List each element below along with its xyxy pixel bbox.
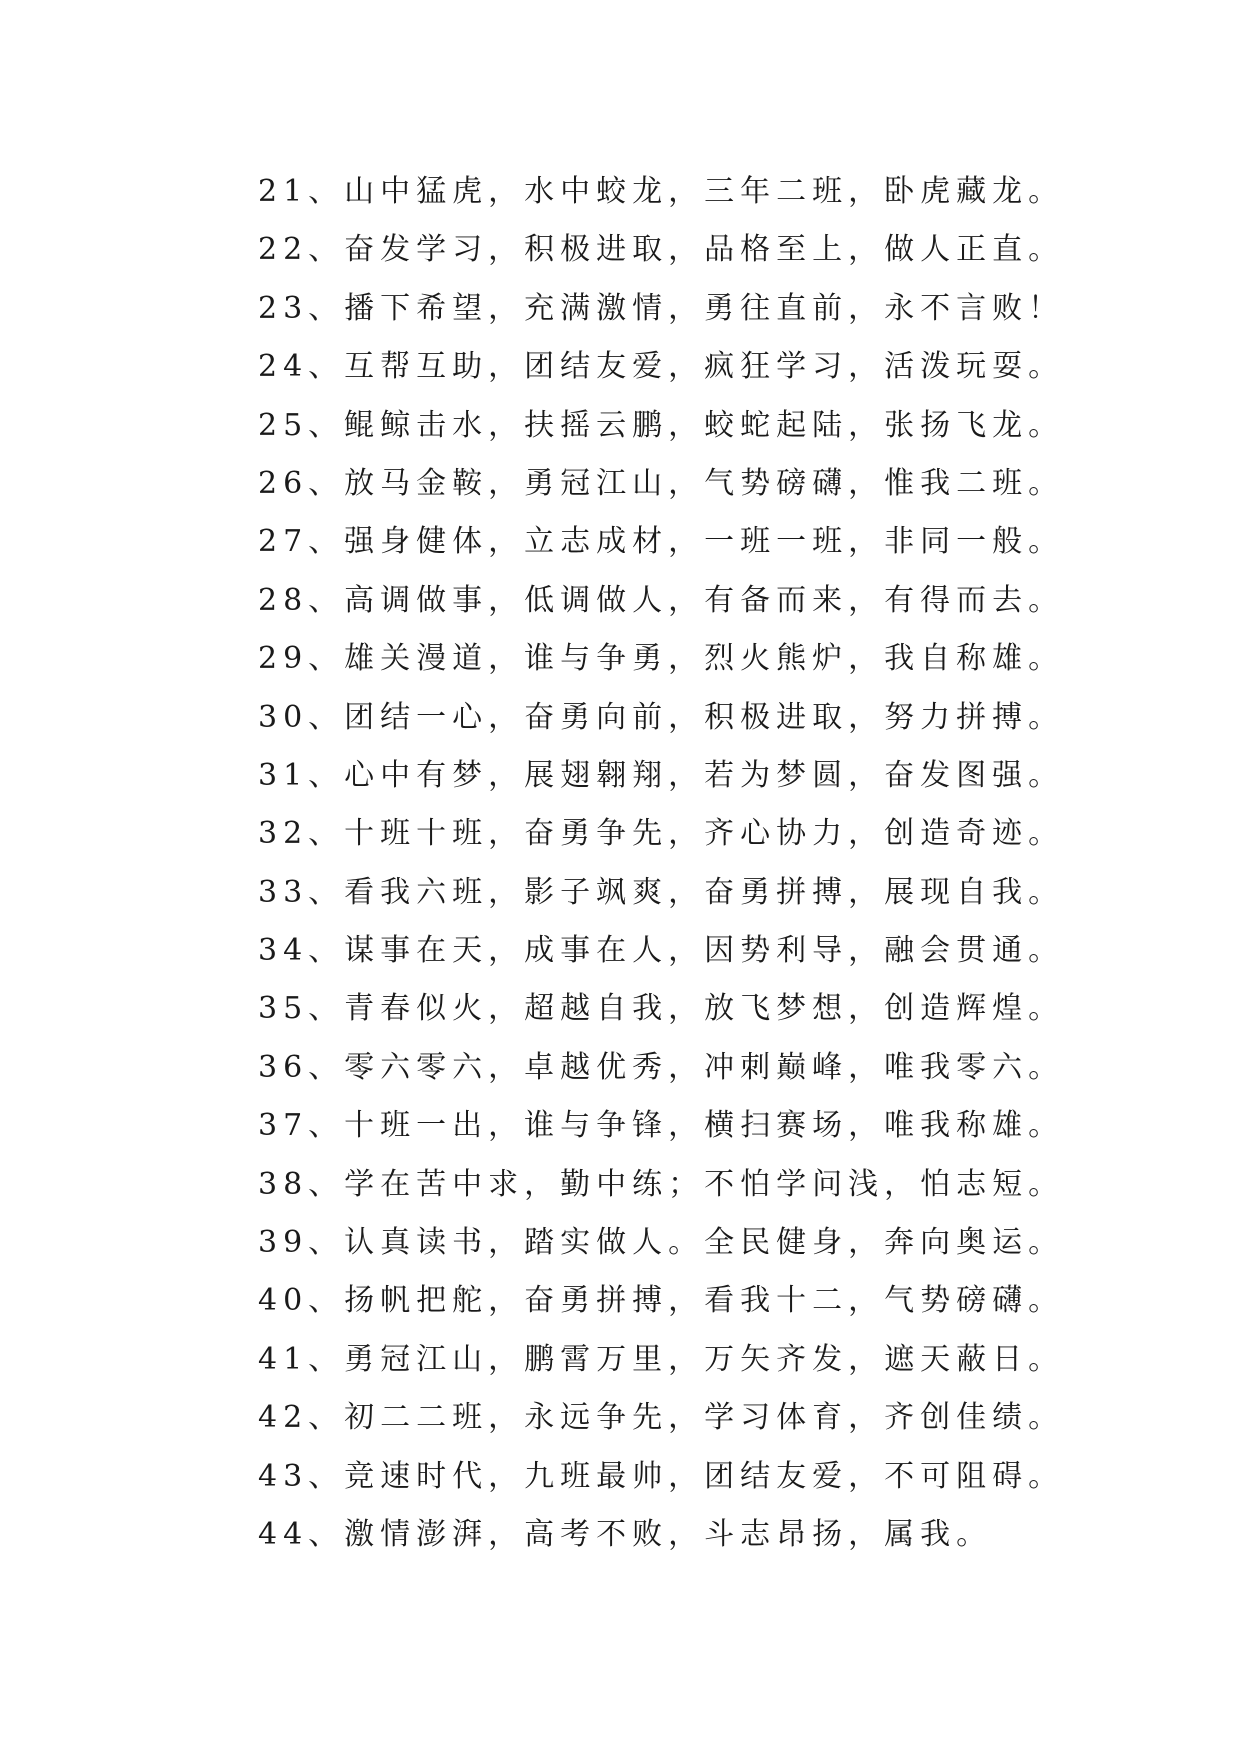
- slogan-line-31: 31、心中有梦，展翅翱翔，若为梦圆，奋发图强。: [258, 757, 1065, 793]
- slogan-line-32: 32、十班十班，奋勇争先，齐心协力，创造奇迹。: [258, 816, 1065, 852]
- slogan-list: [258, 163, 1198, 1564]
- slogan-line-43: 43、竞速时代，九班最帅，团结友爱，不可阻碍。: [258, 1458, 1065, 1494]
- slogan-line-23: 23、播下希望，充满激情，勇往直前，永不言败！: [258, 290, 1065, 326]
- slogan-line-28: 28、高调做事，低调做人，有备而来，有得而去。: [258, 582, 1065, 618]
- slogan-line-29: 29、雄关漫道，谁与争勇，烈火熊炉，我自称雄。: [258, 641, 1065, 677]
- slogan-line-36: 36、零六零六，卓越优秀，冲刺巅峰，唯我零六。: [258, 1049, 1065, 1085]
- slogan-line-33: 33、看我六班，影子飒爽，奋勇拼搏，展现自我。: [258, 874, 1065, 910]
- slogan-line-27: 27、强身健体，立志成材，一班一班，非同一般。: [258, 524, 1065, 560]
- slogan-line-41: 41、勇冠江山，鹏霄万里，万矢齐发，遮天蔽日。: [258, 1341, 1065, 1377]
- slogan-line-34: 34、谋事在天，成事在人，因势利导，融会贯通。: [258, 933, 1065, 969]
- slogan-line-35: 35、青春似火，超越自我，放飞梦想，创造辉煌。: [258, 991, 1065, 1027]
- slogan-line-39: 39、认真读书，踏实做人。全民健身，奔向奥运。: [258, 1225, 1065, 1261]
- slogan-line-37: 37、十班一出，谁与争锋，横扫赛场，唯我称雄。: [258, 1108, 1065, 1144]
- slogan-line-38: 38、学在苦中求，勤中练；不怕学问浅，怕志短。: [258, 1166, 1065, 1202]
- slogan-line-40: 40、扬帆把舵，奋勇拼搏，看我十二，气势磅礴。: [258, 1283, 1065, 1319]
- slogan-line-21: 21、山中猛虎，水中蛟龙，三年二班，卧虎藏龙。: [258, 174, 1065, 209]
- slogan-line-22: 22、奋发学习，积极进取，品格至上，做人正直。: [258, 232, 1065, 268]
- slogan-line-24: 24、互帮互助，团结友爱，疯狂学习，活泼玩耍。: [258, 349, 1065, 385]
- slogan-line-26: 26、放马金鞍，勇冠江山，气势磅礴，惟我二班。: [258, 465, 1065, 501]
- slogan-line-25: 25、鲲鲸击水，扶摇云鹏，蛟蛇起陆，张扬飞龙。: [258, 407, 1065, 443]
- slogan-line-44: 44、激情澎湃，高考不败，斗志昂扬，属我。: [258, 1516, 993, 1552]
- slogan-line-30: 30、团结一心，奋勇向前，积极进取，努力拼搏。: [258, 699, 1065, 735]
- slogan-line-42: 42、初二二班，永远争先，学习体育，齐创佳绩。: [258, 1400, 1065, 1436]
